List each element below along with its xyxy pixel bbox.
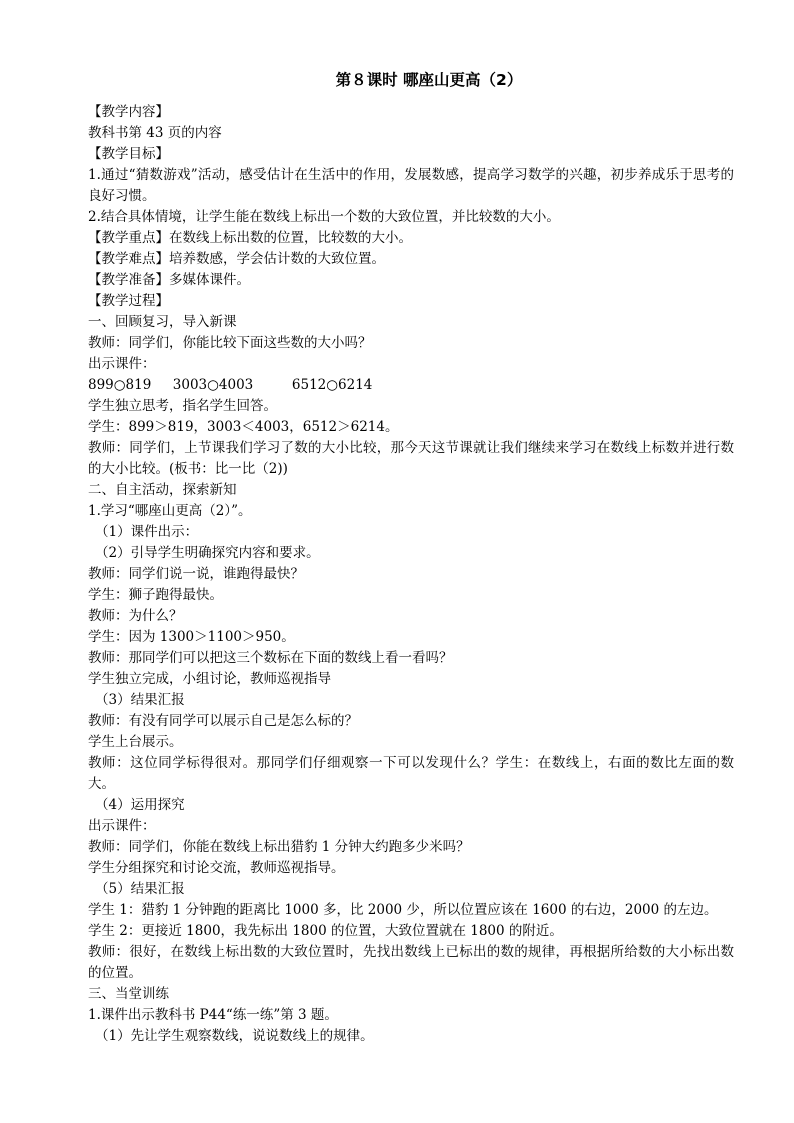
training-step-1: （1）先让学生观察数线，说说数线上的规律。 xyxy=(95,1028,374,1044)
content-text: 教科书第 43 页的内容 xyxy=(88,125,222,141)
step-5: （5）结果汇报 xyxy=(95,881,185,897)
section-heading-objectives: 【教学目标】 xyxy=(88,146,169,162)
student-answer: 学生：899＞819，3003＜4003，6512＞6214。 xyxy=(88,419,399,435)
teacher-line: 教师：同学们，你能比较下面这些数的大小吗？ xyxy=(88,335,372,351)
student-present: 学生上台展示。 xyxy=(88,734,183,750)
student-2-answer: 学生 2：更接近 1800，我先标出 1800 的位置，大致位置就在 1800 的附近。 xyxy=(88,923,563,939)
document-page xyxy=(88,70,734,1047)
objective-1: 1.通过“猜数游戏”活动，感受估计在生活中的作用，发展数感，提高学习数学的兴趣，初步养成乐于思考的良好习惯。 xyxy=(88,167,734,204)
comparison-exercise: 899○819 3003○4003 6512○6214 xyxy=(88,377,373,393)
teacher-observe: 教师：这位同学标得很对。那同学们仔细观察一下可以发现什么？学生：在数线上，右面的数比左面的数大。 xyxy=(88,755,734,792)
student-think: 学生独立思考，指名学生回答。 xyxy=(88,398,277,414)
study-item-1: 1.学习“哪座山更高（2）”。 xyxy=(88,503,252,519)
training-item-1: 1.课件出示教科书 P44“练一练”第 3 题。 xyxy=(88,1007,338,1023)
teacher-why: 教师：为什么？ xyxy=(88,608,183,624)
section-heading-content: 【教学内容】 xyxy=(88,104,169,120)
show-courseware: 出示课件： xyxy=(88,356,156,372)
student-group: 学生分组探究和讨论交流，教师巡视指导。 xyxy=(88,860,345,876)
part-1-heading: 一、回顾复习，导入新课 xyxy=(88,314,237,330)
page-title: 第８课时 哪座山更高（2） xyxy=(335,71,523,89)
teacher-number-line: 教师：那同学们可以把这三个数标在下面的数线上看一看吗？ xyxy=(88,650,453,666)
preparation: 【教学准备】多媒体课件。 xyxy=(88,272,250,288)
teacher-show: 教师：有没有同学可以展示自己是怎么标的？ xyxy=(88,713,358,729)
show-courseware-2: 出示课件： xyxy=(88,818,156,834)
part-2-heading: 二、自主活动，探索新知 xyxy=(88,482,237,498)
teacher-question-fastest: 教师：同学们说一说，谁跑得最快？ xyxy=(88,566,304,582)
teacher-intro: 教师：同学们，上节课我们学习了数的大小比较，那今天这节课就让我们继续来学习在数线上标数并进行数的大小比较。(板书：比一比（2)) xyxy=(88,440,734,477)
key-point: 【教学重点】在数线上标出数的位置，比较数的大小。 xyxy=(88,230,412,246)
step-4: （4）运用探究 xyxy=(95,797,185,813)
teacher-summary: 教师：很好，在数线上标出数的大致位置时，先找出数线上已标出的数的规律，再根据所给数的大小标出数的位置。 xyxy=(88,944,734,981)
difficult-point: 【教学难点】培养数感，学会估计数的大致位置。 xyxy=(88,251,385,267)
part-3-heading: 三、当堂训练 xyxy=(88,986,169,1002)
student-independent: 学生独立完成，小组讨论，教师巡视指导 xyxy=(88,671,331,687)
student-answer-lion: 学生：狮子跑得最快。 xyxy=(88,587,223,603)
teacher-cheetah: 教师：同学们，你能在数线上标出猎豹 1 分钟大约跑多少米吗？ xyxy=(88,839,470,855)
step-1: （1）课件出示： xyxy=(95,524,199,540)
step-3: （3）结果汇报 xyxy=(95,692,185,708)
step-2: （2）引导学生明确探究内容和要求。 xyxy=(95,545,320,561)
section-heading-process: 【教学过程】 xyxy=(88,293,169,309)
objective-2: 2.结合具体情境，让学生能在数线上标出一个数的大致位置，并比较数的大小。 xyxy=(88,209,560,225)
student-because: 学生：因为 1300＞1100＞950。 xyxy=(88,629,295,645)
student-1-answer: 学生 1：猎豹 1 分钟跑的距离比 1000 多，比 2000 少，所以位置应该在 1600 的右边，2000 的左边。 xyxy=(88,902,718,918)
